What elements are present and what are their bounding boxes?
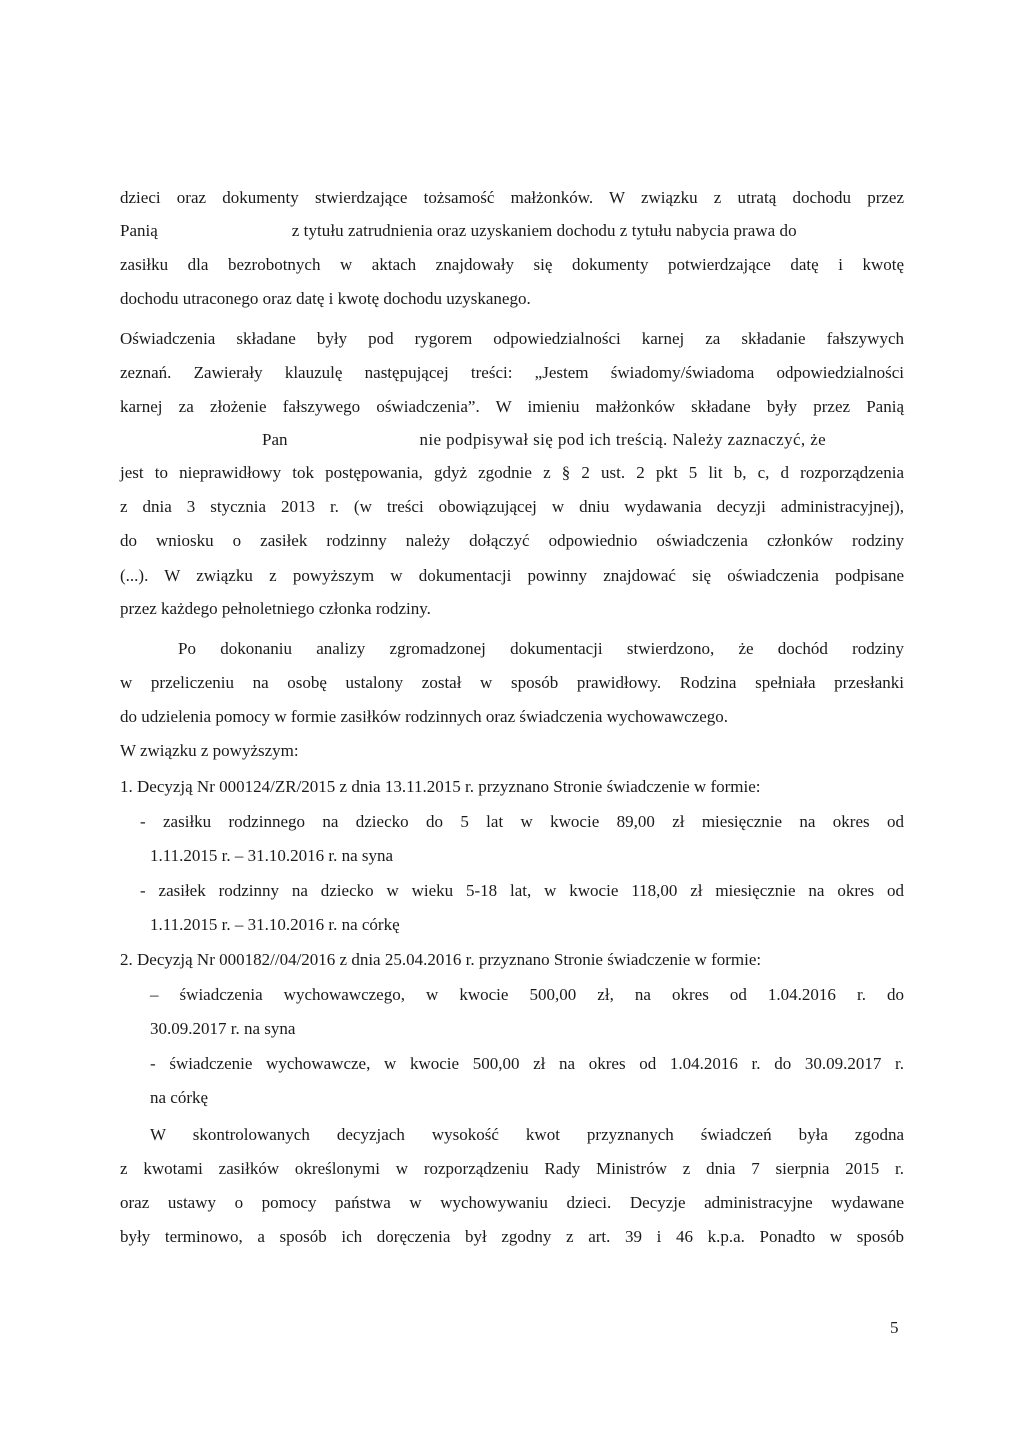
text-line: Po dokonaniu analizy zgromadzonej dokumentacji stwierdzono, że dochód rodziny [178, 639, 904, 658]
text-line: do wniosku o zasiłek rodzinny należy dołączyć odpowiednio oświadczenia członków rodziny [120, 531, 904, 550]
text-line: jest to nieprawidłowy tok postępowania, gdyż zgodnie z § 2 ust. 2 pkt 5 lit b, c, d rozporządzenia [120, 463, 904, 482]
text-line: zasiłku dla bezrobotnych w aktach znajdowały się dokumenty potwierdzające datę i kwotę [120, 255, 904, 274]
text-line: w przeliczeniu na osobę ustalony został w sposób prawidłowy. Rodzina spełniała przesłanki [120, 673, 904, 692]
text-line: z kwotami zasiłków określonymi w rozporządzeniu Rady Ministrów z dnia 7 sierpnia 2015 r. [120, 1159, 904, 1178]
list-item-heading: 1. Decyzją Nr 000124/ZR/2015 z dnia 13.11.2015 r. przyznano Stronie świadczenie w formie: [120, 777, 761, 796]
list-item: na córkę [150, 1088, 209, 1107]
text-line: karnej za złożenie fałszywego oświadczenia”. W imieniu małżonków składane były przez Panią [120, 397, 904, 416]
text-line: zeznań. Zawierały klauzulę następującej treści: „Jestem świadomy/świadoma odpowiedzialności [120, 363, 904, 382]
list-item: 1.11.2015 r. – 31.10.2016 r. na syna [150, 846, 394, 865]
text-line: Oświadczenia składane były pod rygorem odpowiedzialności karnej za składanie fałszywych [120, 329, 904, 348]
text-line: z dnia 3 stycznia 2013 r. (w treści obowiązującej w dniu wydawania decyzji administracyjnej), [120, 497, 904, 516]
list-item: - zasiłku rodzinnego na dziecko do 5 lat w kwocie 89,00 zł miesięcznie na okres od [140, 812, 904, 831]
text-line: W skontrolowanych decyzjach wysokość kwot przyznanych świadczeń była zgodna [150, 1125, 904, 1144]
list-item: 1.11.2015 r. – 31.10.2016 r. na córkę [150, 915, 400, 934]
text-fragment: Panią [120, 221, 158, 240]
text-line: oraz ustawy o pomocy państwa w wychowywaniu dzieci. Decyzje administracyjne wydawane [120, 1193, 904, 1212]
list-item: - świadczenie wychowawcze, w kwocie 500,00 zł na okres od 1.04.2016 r. do 30.09.2017 r. [150, 1054, 904, 1073]
text-line: W związku z powyższym: [120, 741, 299, 760]
text-line: przez każdego pełnoletniego członka rodziny. [120, 599, 431, 618]
text-line: do udzielenia pomocy w formie zasiłków rodzinnych oraz świadczenia wychowawczego. [120, 707, 728, 726]
text-fragment: Pan [262, 430, 288, 449]
text-line: były terminowo, a sposób ich doręczenia był zgodny z art. 39 i 46 k.p.a. Ponadto w sposób [120, 1227, 904, 1246]
text-fragment: nie podpisywał się pod ich treścią. Należy zaznaczyć, że [419, 430, 827, 449]
list-item: - zasiłek rodzinny na dziecko w wieku 5-18 lat, w kwocie 118,00 zł miesięcznie na okres od [140, 881, 904, 900]
text-fragment: z tytułu zatrudnienia oraz uzyskaniem dochodu z tytułu nabycia prawa do [291, 221, 797, 240]
page-number: 5 [890, 1318, 899, 1337]
text-line [120, 221, 904, 241]
text-line [262, 430, 904, 450]
text-line: dzieci oraz dokumenty stwierdzające tożsamość małżonków. W związku z utratą dochodu przez [120, 188, 904, 207]
text-line: (...). W związku z powyższym w dokumentacji powinny znajdować się oświadczenia podpisane [120, 566, 904, 585]
list-item: 30.09.2017 r. na syna [150, 1019, 296, 1038]
text-line: dochodu utraconego oraz datę i kwotę dochodu uzyskanego. [120, 289, 531, 308]
list-item-heading: 2. Decyzją Nr 000182//04/2016 z dnia 25.04.2016 r. przyznano Stronie świadczenie w formie: [120, 950, 762, 969]
list-item: – świadczenia wychowawczego, w kwocie 500,00 zł, na okres od 1.04.2016 r. do [150, 985, 904, 1004]
